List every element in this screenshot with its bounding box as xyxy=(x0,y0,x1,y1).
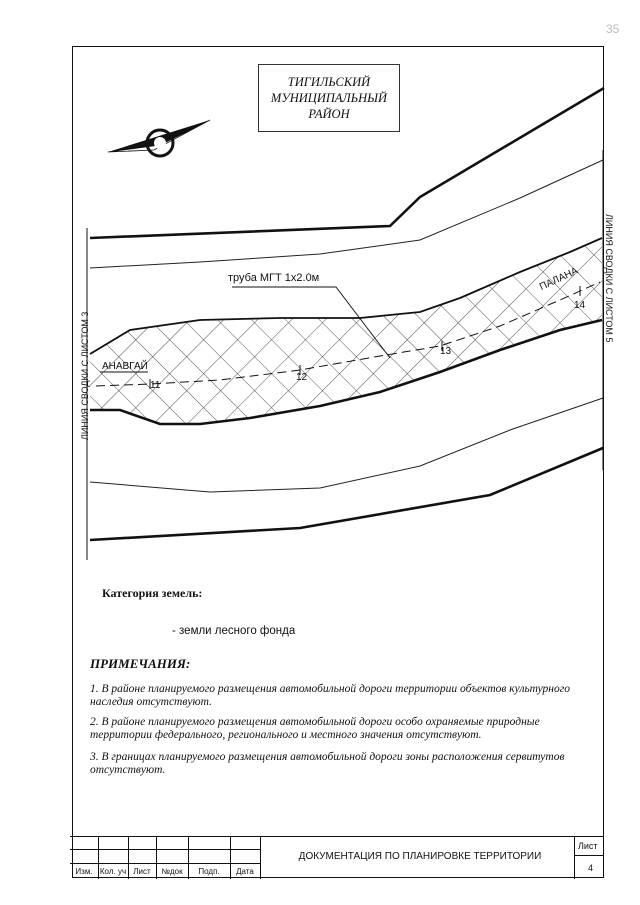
district-line-2: МУНИЦИПАЛЬНЫЙ xyxy=(270,91,388,105)
land-category-title: Категория земель: xyxy=(102,586,203,600)
stamp-header-ndok: №док xyxy=(161,867,183,876)
page-corner-mark: 35 xyxy=(606,22,620,36)
stamp-header-kol-uch: Кол. уч xyxy=(99,867,127,876)
forest-land-hatched-area xyxy=(90,238,602,424)
document-title: ДОКУМЕНТАЦИЯ ПО ПЛАНИРОВКЕ ТЕРРИТОРИИ xyxy=(298,851,542,862)
land-category-item: - земли лесного фонда xyxy=(172,625,296,637)
palana-place-label: ПАЛАНА xyxy=(538,265,580,293)
km-marker-11: 11 xyxy=(150,380,161,391)
upper-thin-line xyxy=(90,160,603,268)
district-line-1: ТИГИЛЬСКИЙ xyxy=(287,75,371,89)
note-item-1: 1. В районе планируемого размещения автомобильной дороги территории объектов культурного наследия отсутствуют. xyxy=(90,683,570,708)
sheet-number: 4 xyxy=(588,863,594,873)
km-marker-14: 14 xyxy=(574,300,586,311)
district-name-box xyxy=(258,64,400,132)
pipe-label: труба МГТ 1х2.0м xyxy=(228,272,320,284)
sheet-label: Лист xyxy=(578,841,598,851)
lower-boundary-line xyxy=(90,448,603,540)
right-match-line-label: ЛИНИЯ СВОДКИ С ЛИСТОМ 5 xyxy=(604,214,614,343)
left-match-line-label: ЛИНИЯ СВОДКИ С ЛИСТОМ 3 xyxy=(80,311,90,440)
stamp-header-list: Лист xyxy=(133,867,151,876)
note-item-3: 3. В границах планируемого размещения автомобильной дороги зоны расположения сервитутов отсутствуют. xyxy=(90,751,565,776)
anavgai-place-label: АНАВГАЙ xyxy=(102,361,148,372)
stamp-header-izm: Изм. xyxy=(75,867,93,876)
north-arrow-icon xyxy=(108,120,210,156)
stamp-header-data: Дата xyxy=(236,867,254,876)
stamp-header-podp: Подп. xyxy=(198,867,220,876)
km-marker-13: 13 xyxy=(440,346,452,357)
notes-title: ПРИМЕЧАНИЯ: xyxy=(90,656,191,671)
note-item-2: 2. В районе планируемого размещения автомобильной дороги особо охраняемые природные территории федерального, регионального и местного значения отсутствуют. xyxy=(90,716,540,741)
district-line-3: РАЙОН xyxy=(308,107,350,121)
km-marker-12: 12 xyxy=(296,372,308,383)
title-block-stamp xyxy=(70,836,604,878)
